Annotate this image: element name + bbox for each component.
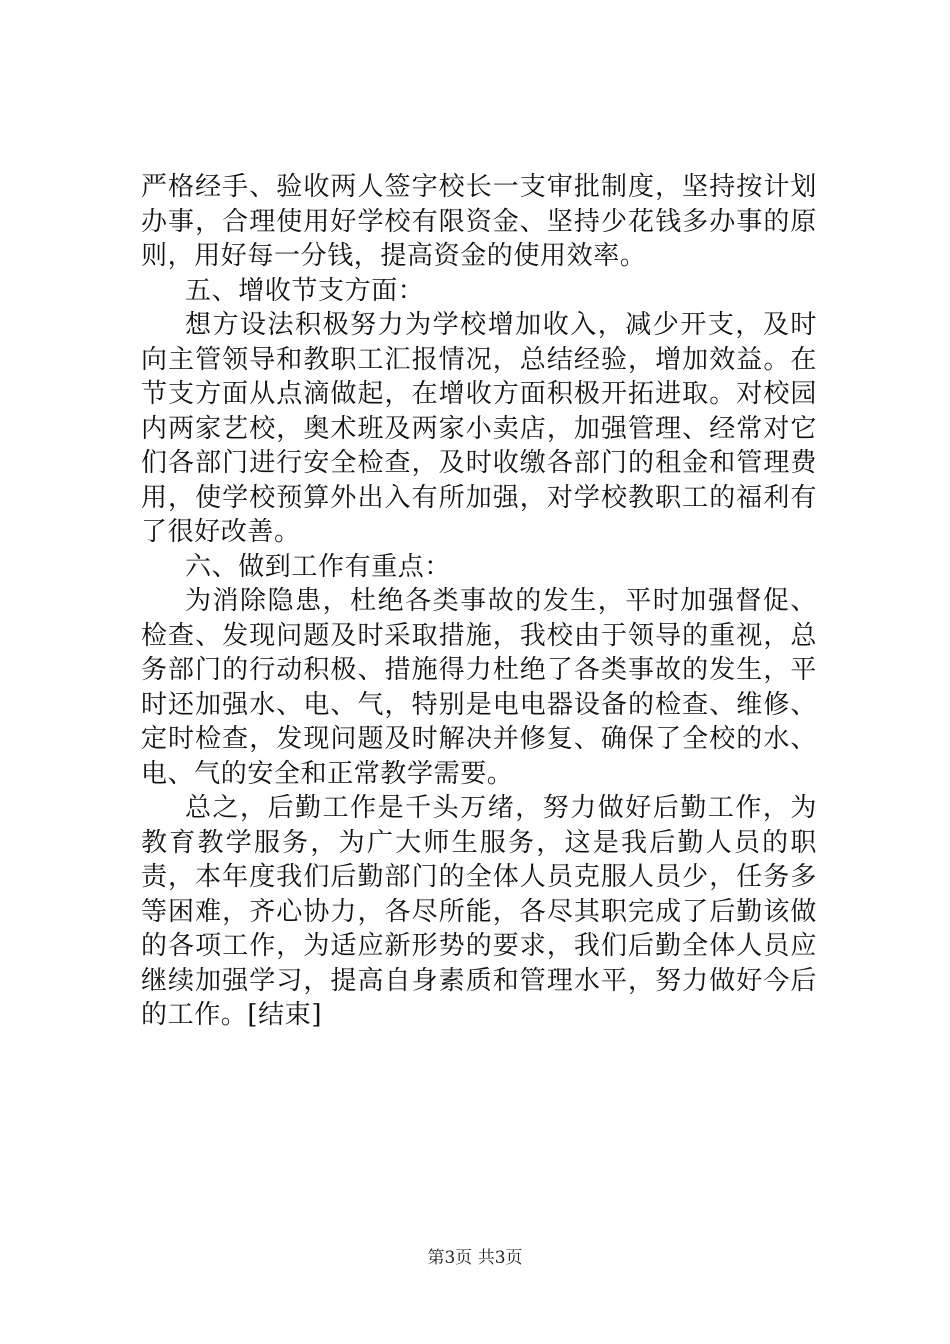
paragraph-1: 严格经手、验收两人签字校长一支审批制度，坚持按计划办事，合理使用好学校有限资金、坚持少花钱多办事的原则，用好每一分钱，提高资金的使用效率。 <box>141 172 817 271</box>
paragraph-2: 想方设法积极努力为学校增加收入，减少开支，及时向主管领导和教职工汇报情况，总结经验，增加效益。在节支方面从点滴做起，在增收方面积极开拓进取。对校园内两家艺校，奥术班及两家小卖店，加强管理、经常对它们各部门进行安全检查，及时收缴各部门的租金和管理费用，使学校预算外出入有所加强，对学校教职工的福利有了很好改善。 <box>141 310 817 547</box>
page-number-footer: 第3页 共3页 <box>427 1248 523 1268</box>
paragraph-3: 为消除隐患，杜绝各类事故的发生，平时加强督促、检查、发现问题及时采取措施，我校由于领导的重视，总务部门的行动积极、措施得力杜绝了各类事故的发生，平时还加强水、电、气，特别是电电器设备的检查、维修、定时检查，发现问题及时解决并修复、确保了全校的水、电、气的安全和正常教学需要。 <box>141 586 817 789</box>
section-heading-6: 六、做到工作有重点： <box>185 551 452 582</box>
paragraph-conclusion: 总之，后勤工作是千头万绪，努力做好后勤工作，为教育教学服务，为广大师生服务，这是我后勤人员的职责，本年度我们后勤部门的全体人员克服人员少，任务多等困难，齐心协力，各尽所能，各尽其职完成了后勤该做的各项工作，为适应新形势的要求，我们后勤全体人员应继续加强学习，提高自身素质和管理水平，努力做好今后的工作。[结束] <box>141 793 817 1030</box>
section-heading-5: 五、增收节支方面： <box>185 275 425 306</box>
document-body <box>141 170 817 1033</box>
